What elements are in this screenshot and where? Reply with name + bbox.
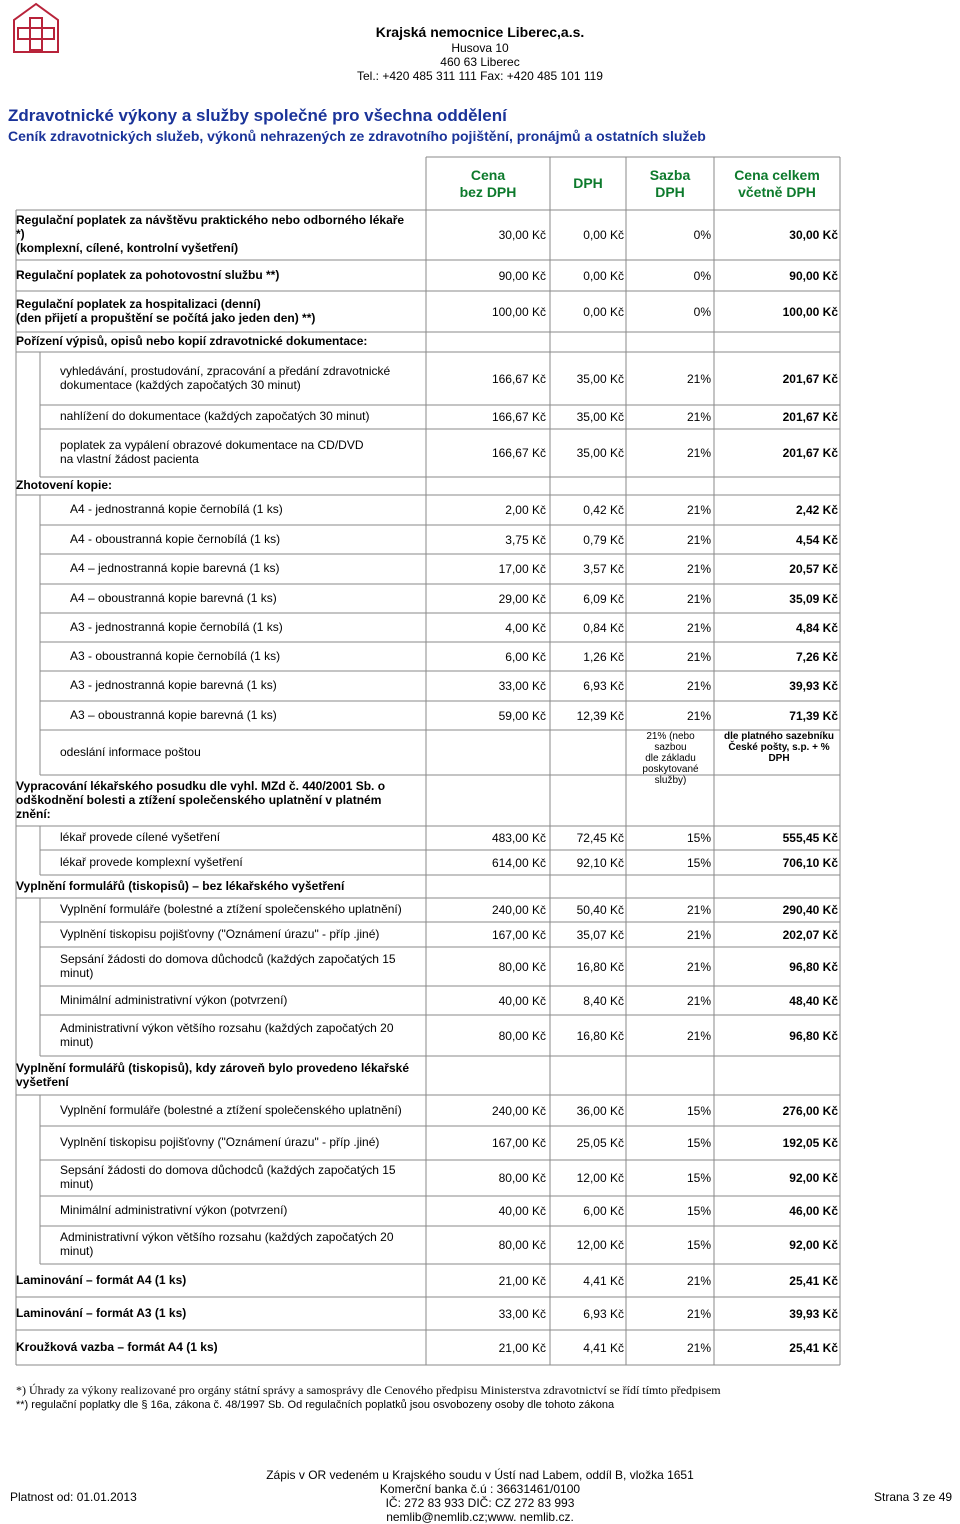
cell-total: 30,00 Kč [789, 228, 838, 242]
cell-price: 3,75 Kč [505, 532, 546, 547]
cell-vat: 4,41 Kč [583, 1340, 624, 1355]
cell-total: 48,40 Kč [789, 993, 838, 1008]
column-header-total: Cena celkem včetně DPH [734, 166, 820, 200]
cell-rate: 21% [686, 927, 711, 942]
cell-price: 80,00 Kč [498, 1171, 546, 1185]
cell-vat: 3,57 Kč [583, 562, 624, 576]
cell-rate: 21% [686, 562, 711, 576]
cell-rate: 0% [693, 228, 711, 242]
cell-vat: 35,00 Kč [576, 410, 624, 424]
org-city: 460 63 Liberec [440, 55, 520, 69]
cell-vat: 12,39 Kč [576, 708, 624, 723]
row-label: A3 - jednostranná kopie barevná (1 ks) [70, 678, 277, 692]
cell-total: 201,67 Kč [782, 371, 838, 386]
cell-rate: 0% [693, 304, 711, 319]
cell-vat: 6,93 Kč [583, 679, 624, 693]
cell-vat: 92,10 Kč [576, 855, 624, 870]
row-label: Minimální administrativní výkon (potvrzení) [60, 1203, 288, 1217]
cell-total: 192,05 Kč [782, 1136, 838, 1150]
cell-rate: 21% [686, 959, 711, 974]
cell-vat: 25,05 Kč [576, 1136, 624, 1150]
row-label: A4 – jednostranná kopie barevná (1 ks) [70, 561, 280, 575]
row-label: Sepsání žádosti do domova důchodců (každých započatých 15 minut) [60, 1163, 396, 1191]
cell-rate: 15% [686, 1103, 711, 1118]
cell-total: 202,07 Kč [782, 927, 838, 942]
org-phone: Tel.: +420 485 311 111 Fax: +420 485 101 119 [357, 69, 603, 83]
cell-total: 20,57 Kč [789, 562, 838, 576]
cell-total: 90,00 Kč [789, 268, 838, 283]
row-label: Vyplnění formulářů (tiskopisů) – bez lékařského vyšetření [16, 878, 345, 893]
cell-total: 4,84 Kč [795, 620, 838, 635]
cell-vat: 0,42 Kč [583, 503, 624, 517]
cell-vat: 0,79 Kč [583, 532, 624, 547]
cell-rate: 21% [686, 649, 711, 664]
contact-web: nemlib@nemlib.cz;www. nemlib.cz. [386, 1510, 574, 1524]
cell-price: 167,00 Kč [491, 927, 546, 942]
row-label: Regulační poplatek za pohotovostní službu **) [16, 267, 280, 282]
cell-vat: 36,00 Kč [576, 1103, 624, 1118]
company-ids: IČ: 272 83 933 DIČ: CZ 272 83 993 [385, 1496, 575, 1510]
cell-rate: 21% (nebo sazbou dle základu poskytované služby) [642, 731, 699, 786]
row-label: A3 – oboustranná kopie barevná (1 ks) [70, 707, 277, 722]
row-label: poplatek za vypálení obrazové dokumentace na CD/DVD na vlastní žádost pacienta [60, 438, 364, 466]
row-label: vyhledávání, prostudování, zpracování a předání zdravotnické dokumentace (každých započatých 30 minut) [60, 363, 391, 392]
row-label: Sepsání žádosti do domova důchodců (každých započatých 15 minut) [60, 951, 396, 980]
cell-price: 21,00 Kč [498, 1273, 546, 1288]
cell-total: 25,41 Kč [789, 1273, 838, 1288]
row-label: Zhotovení kopie: [16, 478, 112, 492]
cell-total: 706,10 Kč [782, 855, 838, 870]
cell-price: 483,00 Kč [491, 831, 546, 845]
cell-total: 39,93 Kč [789, 679, 838, 693]
cell-rate: 21% [686, 410, 711, 424]
cell-rate: 15% [686, 1171, 711, 1185]
cell-vat: 6,93 Kč [583, 1306, 624, 1321]
footnote-1: *) Úhrady za výkony realizované pro orgány státní správy a samosprávy dle Cenového předpisu Ministerstva zdravotnictví se řídí tímto předpisem [16, 1383, 721, 1397]
cell-rate: 21% [686, 708, 711, 723]
cell-rate: 21% [686, 1028, 711, 1043]
cell-price: 80,00 Kč [498, 1028, 546, 1043]
cell-price: 59,00 Kč [498, 708, 546, 723]
cell-total: 96,80 Kč [789, 1028, 838, 1043]
cell-rate: 15% [686, 855, 711, 870]
page-subtitle: Ceník zdravotnických služeb, výkonů nehrazených ze zdravotního pojištění, pronájmů a ostatních služeb [8, 128, 706, 144]
cell-rate: 21% [686, 532, 711, 547]
cell-total: 71,39 Kč [789, 708, 838, 723]
cell-total: 92,00 Kč [789, 1171, 838, 1185]
row-label: A3 - jednostranná kopie černobílá (1 ks) [70, 619, 283, 634]
validity-date: Platnost od: 01.01.2013 [10, 1490, 137, 1504]
cell-total: 25,41 Kč [789, 1340, 838, 1355]
cell-total: 35,09 Kč [789, 591, 838, 606]
cell-total: 201,67 Kč [782, 410, 838, 424]
cell-total: 555,45 Kč [782, 831, 838, 845]
cell-rate: 21% [686, 1273, 711, 1288]
cell-price: 4,00 Kč [505, 620, 546, 635]
row-label: Vyplnění tiskopisu pojišťovny ("Oznámení úrazu" - příp .jiné) [60, 926, 380, 941]
cell-price: 80,00 Kč [498, 1238, 546, 1252]
cell-vat: 6,00 Kč [583, 1204, 624, 1218]
cell-total: 201,67 Kč [782, 446, 838, 460]
cell-total: 96,80 Kč [789, 959, 838, 974]
row-label: Regulační poplatek za návštěvu praktického nebo odborného lékaře *) (komplexní, cílené, kontrolní vyšetření) [16, 213, 405, 255]
row-label: nahlížení do dokumentace (každých započatých 30 minut) [60, 409, 370, 423]
cell-vat: 35,07 Kč [576, 927, 624, 942]
cell-rate: 21% [686, 993, 711, 1008]
cell-vat: 16,80 Kč [576, 1028, 624, 1043]
cell-price: 100,00 Kč [491, 304, 546, 319]
cell-price: 240,00 Kč [491, 1103, 546, 1118]
cell-total: 7,26 Kč [795, 649, 838, 664]
cell-vat: 35,00 Kč [576, 446, 624, 460]
cell-price: 6,00 Kč [505, 649, 546, 664]
cell-rate: 15% [686, 1204, 711, 1218]
cell-price: 33,00 Kč [498, 679, 546, 693]
page-number: Strana 3 ze 49 [874, 1490, 953, 1504]
cell-price: 17,00 Kč [498, 562, 546, 576]
bank-info: Komerční banka č.ú : 36631461/0100 [379, 1482, 581, 1496]
cell-rate: 21% [686, 503, 711, 517]
row-label: Laminování – formát A3 (1 ks) [16, 1305, 187, 1320]
cell-vat: 12,00 Kč [576, 1171, 624, 1185]
cell-price: 166,67 Kč [491, 371, 546, 386]
row-label: Administrativní výkon většího rozsahu (každých započatých 20 minut) [60, 1020, 394, 1049]
cell-rate: 21% [686, 1306, 711, 1321]
cell-rate: 21% [686, 903, 711, 917]
cell-total: 92,00 Kč [789, 1238, 838, 1252]
cell-price: 40,00 Kč [498, 1204, 546, 1218]
row-label: Vyplnění tiskopisu pojišťovny ("Oznámení úrazu" - příp .jiné) [60, 1135, 380, 1149]
cell-rate: 15% [686, 1136, 711, 1150]
cell-rate: 15% [686, 1238, 711, 1252]
cell-vat: 35,00 Kč [576, 371, 624, 386]
cell-vat: 4,41 Kč [583, 1273, 624, 1288]
row-label: Vyplnění formuláře (bolestné a ztížení společenského uplatnění) [60, 1102, 402, 1117]
cell-rate: 0% [693, 268, 711, 283]
row-label: Vyplnění formuláře (bolestné a ztížení společenského uplatnění) [60, 902, 402, 916]
row-label: A4 - jednostranná kopie černobílá (1 ks) [70, 502, 283, 516]
cell-total: 2,42 Kč [795, 503, 838, 517]
cell-vat: 1,26 Kč [583, 649, 624, 664]
cell-price: 2,00 Kč [505, 503, 546, 517]
cell-rate: 21% [686, 679, 711, 693]
cell-total: 100,00 Kč [782, 304, 838, 319]
cell-total: 276,00 Kč [782, 1103, 838, 1118]
cell-vat: 12,00 Kč [576, 1238, 624, 1252]
row-label: A4 - oboustranná kopie černobílá (1 ks) [70, 531, 281, 546]
row-label: Vyplnění formulářů (tiskopisů), kdy zároveň bylo provedeno lékařské vyšetření [16, 1060, 409, 1089]
cell-rate: 21% [686, 1340, 711, 1355]
cell-price: 33,00 Kč [498, 1306, 546, 1321]
cell-price: 167,00 Kč [491, 1136, 546, 1150]
row-label: A3 - oboustranná kopie černobílá (1 ks) [70, 648, 281, 663]
register-info: Zápis v OR vedeném u Krajského soudu v Ústí nad Labem, oddíl B, vložka 1651 [266, 1468, 694, 1482]
row-label: A4 – oboustranná kopie barevná (1 ks) [70, 590, 277, 605]
row-label: lékař provede cílené vyšetření [60, 830, 221, 844]
row-label: Regulační poplatek za hospitalizaci (denní) (den přijetí a propuštění se počítá jako jeden den) **) [16, 296, 316, 325]
cell-price: 614,00 Kč [491, 855, 546, 870]
cell-vat: 16,80 Kč [576, 959, 624, 974]
cell-price: 166,67 Kč [491, 446, 546, 460]
row-label: Pořízení výpisů, opisů nebo kopií zdravotnické dokumentace: [16, 334, 368, 348]
cell-price: 166,67 Kč [491, 410, 546, 424]
cell-vat: 8,40 Kč [583, 993, 624, 1008]
cell-total: 290,40 Kč [782, 903, 838, 917]
cell-vat: 0,00 Kč [583, 304, 624, 319]
cell-price: 40,00 Kč [498, 993, 546, 1008]
row-label: Administrativní výkon většího rozsahu (každých započatých 20 minut) [60, 1230, 394, 1258]
row-label: Kroužková vazba – formát A4 (1 ks) [16, 1339, 218, 1354]
row-label: Minimální administrativní výkon (potvrzení) [60, 992, 288, 1007]
cell-price: 29,00 Kč [498, 591, 546, 606]
row-label: Vypracování lékařského posudku dle vyhl. MZd č. 440/2001 Sb. o odškodnění bolesti a ztížení společenského uplatnění v platném znění: [16, 778, 386, 821]
org-street: Husova 10 [451, 41, 509, 55]
row-label: lékař provede komplexní vyšetření [60, 854, 243, 869]
column-header-vat: DPH [573, 175, 603, 191]
cell-rate: 21% [686, 371, 711, 386]
cell-vat: 0,00 Kč [583, 228, 624, 242]
row-label: odeslání informace poštou [60, 744, 201, 759]
cell-price: 90,00 Kč [498, 268, 546, 283]
hospital-logo [10, 2, 62, 54]
cell-vat: 0,00 Kč [583, 268, 624, 283]
cell-vat: 6,09 Kč [583, 591, 624, 606]
cell-rate: 21% [686, 446, 711, 460]
cell-rate: 21% [686, 591, 711, 606]
cell-price: 30,00 Kč [498, 228, 546, 242]
cell-price: 21,00 Kč [498, 1340, 546, 1355]
cell-total: 46,00 Kč [789, 1204, 838, 1218]
cell-total: 4,54 Kč [795, 532, 838, 547]
cell-vat: 0,84 Kč [583, 620, 624, 635]
row-label: Laminování – formát A4 (1 ks) [16, 1272, 187, 1287]
cell-rate: 15% [686, 831, 711, 845]
cell-total: dle platného sazebníku České pošty, s.p. + % DPH [723, 731, 835, 764]
cell-vat: 72,45 Kč [576, 831, 624, 845]
cell-price: 240,00 Kč [491, 903, 546, 917]
org-name: Krajská nemocnice Liberec,a.s. [375, 24, 585, 40]
cell-total: 39,93 Kč [789, 1306, 838, 1321]
footnote-2: **) regulační poplatky dle § 16a, zákona č. 48/1997 Sb. Od regulačních poplatků jsou osvobozeny osoby dle tohoto zákona [16, 1399, 615, 1411]
page-title: Zdravotnické výkony a služby společné pro všechna oddělení [8, 106, 507, 125]
column-header-rate: Sazba DPH [649, 166, 691, 200]
cell-rate: 21% [686, 620, 711, 635]
cell-price: 80,00 Kč [498, 959, 546, 974]
cell-vat: 50,40 Kč [576, 903, 624, 917]
column-header-price: Cena bez DPH [459, 166, 517, 200]
